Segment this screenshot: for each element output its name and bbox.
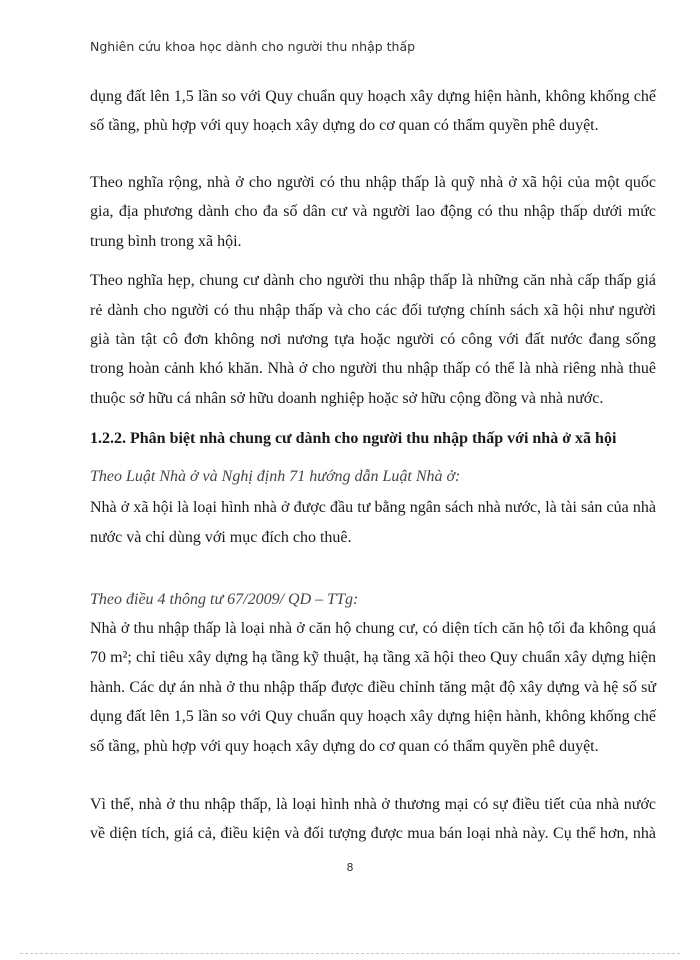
text-line: về diện tích, giá cả, điều kiện và đối tượng được mua bán loại nhà này. Cụ thể hơn, nhà	[90, 825, 656, 842]
page-header: Nghiên cứu khoa học dành cho người thu nhập thấp	[90, 39, 416, 54]
text-line: gia, địa phương dành cho đa số dân cư và người lao động có thu nhập thấp dưới mức	[90, 203, 656, 220]
text-line: Nhà ở xã hội là loại hình nhà ở được đầu tư bằng ngân sách nhà nước, là tài sản của nhà	[90, 499, 656, 516]
text-line: Theo nghĩa rộng, nhà ở cho người có thu nhập thấp là quỹ nhà ở xã hội của một quốc	[90, 174, 656, 191]
text-line: 70 m²; chỉ tiêu xây dựng hạ tầng kỹ thuật, hạ tầng xã hội theo Quy chuẩn xây dựng hiện	[90, 649, 656, 666]
italic-subheading: Theo Luật Nhà ở và Nghị định 71 hướng dẫn Luật Nhà ở:	[90, 468, 461, 485]
text-line: Vì thế, nhà ở thu nhập thấp, là loại hình nhà ở thương mại có sự điều tiết của nhà nước	[90, 796, 656, 813]
text-line: thuộc sở hữu cá nhân sở hữu doanh nghiệp hoặc sở hữu cộng đồng và nhà nước.	[90, 390, 604, 407]
section-heading: 1.2.2. Phân biệt nhà chung cư dành cho người thu nhập thấp với nhà ở xã hội	[90, 430, 617, 447]
page-number: 8	[346, 861, 354, 874]
text-line: Theo nghĩa hẹp, chung cư dành cho người thu nhập thấp là những căn nhà cấp thấp giá	[90, 272, 656, 289]
text-line: hành. Các dự án nhà ở thu nhập thấp được điều chỉnh tăng mật độ xây dựng và hệ số sử	[90, 679, 656, 696]
text-line: số tầng, phù hợp với quy hoạch xây dựng do cơ quan có thẩm quyền phê duyệt.	[90, 738, 599, 755]
text-line: rẻ dành cho người có thu nhập thấp và cho các đối tượng chính sách xã hội như người	[90, 302, 656, 319]
text-line: dụng đất lên 1,5 lần so với Quy chuẩn quy hoạch xây dựng hiện hành, không khống chế	[90, 708, 656, 725]
text-line: trong hoàn cảnh khó khăn. Nhà ở cho người thu nhập thấp có thể là nhà riêng nhà thuê	[90, 360, 656, 377]
text-line: dụng đất lên 1,5 lần so với Quy chuẩn quy hoạch xây dựng hiện hành, không khống chế	[90, 88, 656, 105]
italic-subheading: Theo điều 4 thông tư 67/2009/ QD – TTg:	[90, 591, 359, 608]
text-line: trung bình trong xã hội.	[90, 233, 242, 250]
page-bottom-edge	[20, 953, 680, 954]
text-line: số tầng, phù hợp với quy hoạch xây dựng do cơ quan có thẩm quyền phê duyệt.	[90, 117, 599, 134]
text-line: già tàn tật cô đơn không nơi nương tựa hoặc người có công với đất nước đang sống	[90, 331, 656, 348]
text-line: Nhà ở thu nhập thấp là loại nhà ở căn hộ chung cư, có diện tích căn hộ tối đa không quá	[90, 620, 656, 637]
text-line: nước và chỉ dùng với mục đích cho thuê.	[90, 529, 352, 546]
